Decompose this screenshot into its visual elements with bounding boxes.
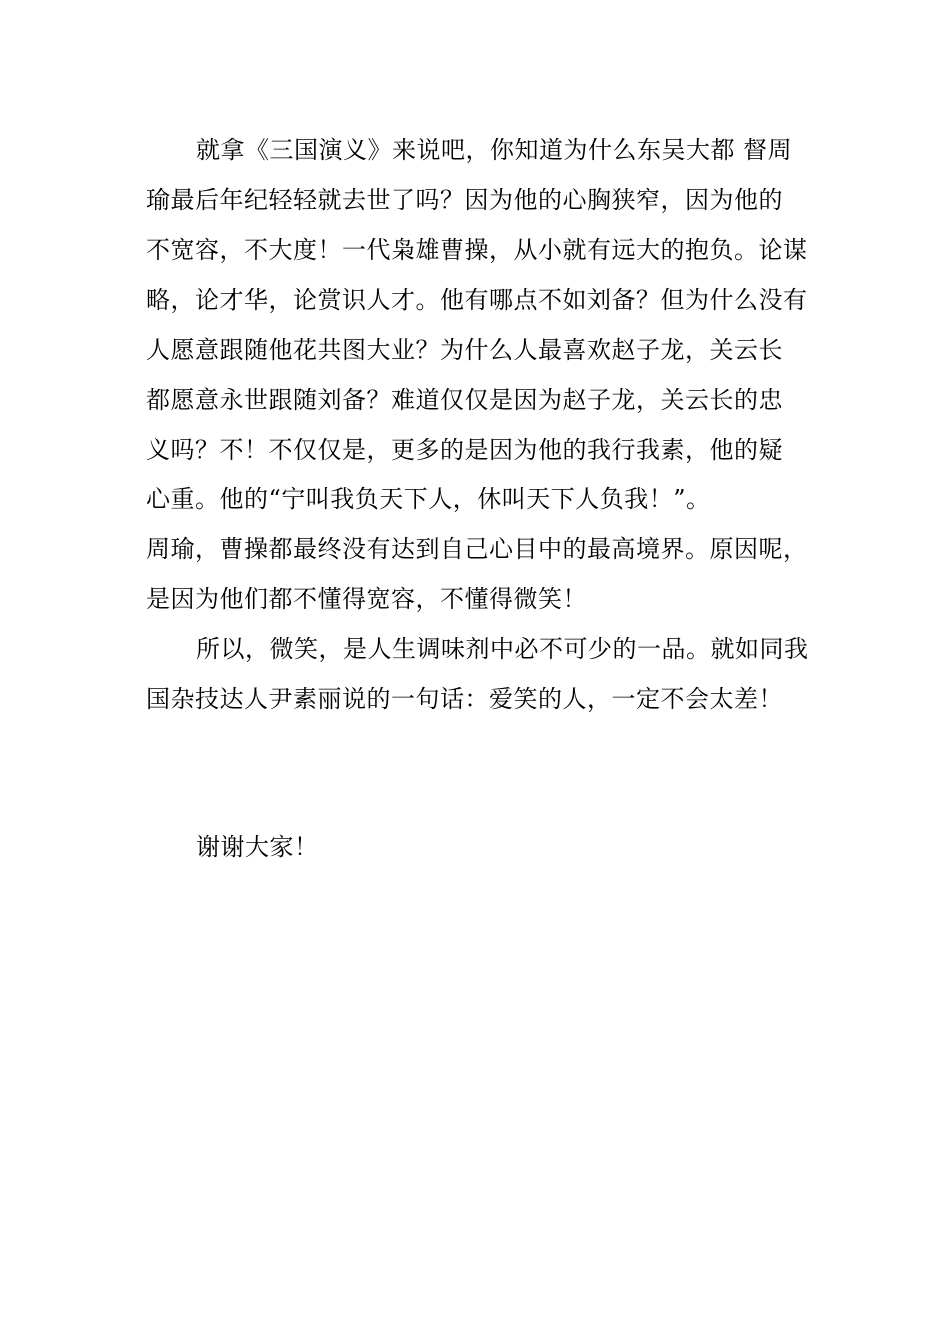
paragraph-1-line-1: 就拿《三国演义》来说吧，你知道为什么东吴大都 督周 bbox=[196, 136, 793, 164]
paragraph-1-line-5: 人愿意跟随他花共图大业？为什么人最喜欢赵子龙，关云长 bbox=[146, 336, 783, 364]
paragraph-1-line-3: 不宽容，不大度！一代枭雄曹操，从小就有远大的抱负。论谋 bbox=[146, 236, 808, 264]
paragraph-2-line-1: 周瑜，曹操都最终没有达到自己心目中的最高境界。原因呢， bbox=[146, 535, 808, 563]
paragraph-1-line-2: 瑜最后年纪轻轻就去世了吗？因为他的心胸狭窄，因为他的 bbox=[146, 186, 783, 214]
paragraph-3-line-1: 所以，微笑，是人生调味剂中必不可少的一品。就如同我 bbox=[196, 635, 808, 663]
paragraph-3-line-2: 国杂技达人尹素丽说的一句话：爱笑的人，一定不会太差！ bbox=[146, 685, 783, 713]
paragraph-1-line-7: 义吗？不！不仅仅是，更多的是因为他的我行我素，他的疑 bbox=[146, 436, 783, 464]
paragraph-2-line-2: 是因为他们都不懂得宽容，不懂得微笑！ bbox=[146, 585, 587, 613]
paragraph-1-line-4: 略，论才华，论赏识人才。他有哪点不如刘备？但为什么没有 bbox=[146, 286, 808, 314]
paragraph-1-line-8: 心重。他的“宁叫我负天下人，休叫天下人负我！”。 bbox=[146, 485, 711, 513]
paragraph-1-line-6: 都愿意永世跟随刘备？难道仅仅是因为赵子龙，关云长的忠 bbox=[146, 386, 783, 414]
closing-line: 谢谢大家！ bbox=[196, 833, 319, 861]
